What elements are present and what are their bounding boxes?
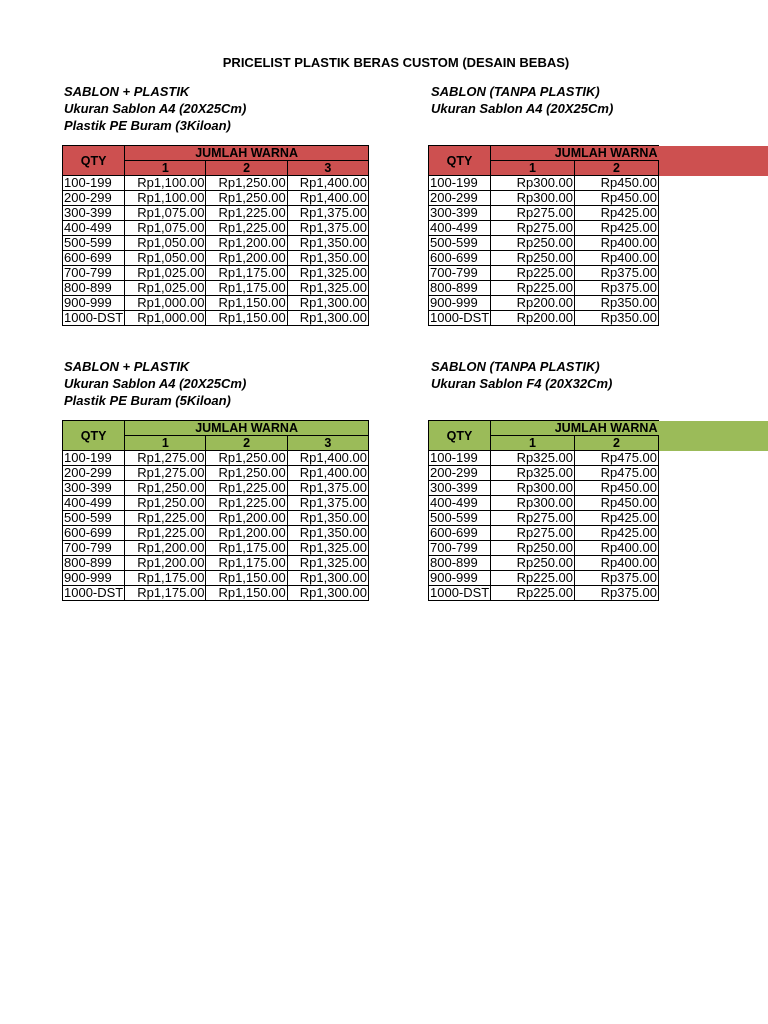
price-cell: Rp1,250.00 xyxy=(125,481,206,496)
column-header: 3 xyxy=(287,436,368,451)
table-body xyxy=(63,451,369,601)
price-cell: Rp1,000.00 xyxy=(125,311,206,326)
column-header: 3 xyxy=(287,161,368,176)
price-cell: Rp1,225.00 xyxy=(125,511,206,526)
price-table xyxy=(62,420,369,601)
table-row xyxy=(429,296,659,311)
table-row xyxy=(429,176,659,191)
qty-header: QTY xyxy=(429,146,491,176)
qty-header: QTY xyxy=(63,421,125,451)
price-cell: Rp1,225.00 xyxy=(125,526,206,541)
qty-cell: 600-699 xyxy=(63,526,125,541)
table-body xyxy=(63,176,369,326)
price-cell: Rp275.00 xyxy=(491,526,575,541)
price-cell: Rp1,325.00 xyxy=(287,556,368,571)
price-cell: Rp425.00 xyxy=(575,221,659,236)
price-cell: Rp1,175.00 xyxy=(125,586,206,601)
price-cell: Rp225.00 xyxy=(491,281,575,296)
price-cell: Rp1,200.00 xyxy=(206,511,287,526)
qty-cell: 100-199 xyxy=(63,451,125,466)
price-cell: Rp375.00 xyxy=(575,281,659,296)
price-cell: Rp1,250.00 xyxy=(125,496,206,511)
table-body xyxy=(429,451,659,601)
qty-cell: 500-599 xyxy=(429,236,491,251)
qty-cell: 200-299 xyxy=(429,191,491,206)
table-row xyxy=(63,496,369,511)
table-row xyxy=(429,481,659,496)
price-cell: Rp1,400.00 xyxy=(287,466,368,481)
price-cell: Rp1,175.00 xyxy=(206,281,287,296)
qty-cell: 500-599 xyxy=(63,511,125,526)
group-header: JUMLAH WARNA xyxy=(491,421,659,436)
qty-cell: 900-999 xyxy=(429,296,491,311)
qty-cell: 300-399 xyxy=(63,481,125,496)
table-row xyxy=(429,236,659,251)
price-table xyxy=(62,145,369,326)
price-cell: Rp475.00 xyxy=(575,451,659,466)
price-cell: Rp1,325.00 xyxy=(287,281,368,296)
price-cell: Rp1,400.00 xyxy=(287,191,368,206)
column-header: 2 xyxy=(206,436,287,451)
price-cell: Rp450.00 xyxy=(575,176,659,191)
qty-cell: 300-399 xyxy=(429,481,491,496)
qty-cell: 200-299 xyxy=(63,191,125,206)
table-row xyxy=(429,496,659,511)
price-cell: Rp1,325.00 xyxy=(287,541,368,556)
price-cell: Rp1,200.00 xyxy=(125,556,206,571)
table-row xyxy=(429,466,659,481)
table-row xyxy=(63,511,369,526)
table-row xyxy=(429,221,659,236)
price-cell: Rp1,300.00 xyxy=(287,296,368,311)
price-cell: Rp1,350.00 xyxy=(287,511,368,526)
qty-cell: 100-199 xyxy=(429,176,491,191)
header-fill xyxy=(657,421,768,451)
price-cell: Rp1,075.00 xyxy=(125,221,206,236)
qty-cell: 700-799 xyxy=(63,266,125,281)
price-cell: Rp1,400.00 xyxy=(287,451,368,466)
price-cell: Rp425.00 xyxy=(575,511,659,526)
column-header: 1 xyxy=(491,436,575,451)
qty-cell: 800-899 xyxy=(63,556,125,571)
price-cell: Rp300.00 xyxy=(491,176,575,191)
price-table xyxy=(428,420,659,601)
price-cell: Rp1,050.00 xyxy=(125,251,206,266)
price-cell: Rp1,275.00 xyxy=(125,466,206,481)
section-line: Ukuran Sablon F4 (20X32Cm) xyxy=(431,376,613,391)
page-title: PRICELIST PLASTIK BERAS CUSTOM (DESAIN BEBAS) xyxy=(222,55,570,70)
table-row xyxy=(429,556,659,571)
price-cell: Rp300.00 xyxy=(491,481,575,496)
price-cell: Rp275.00 xyxy=(491,221,575,236)
price-cell: Rp1,100.00 xyxy=(125,176,206,191)
price-cell: Rp1,300.00 xyxy=(287,586,368,601)
qty-cell: 1000-DST xyxy=(64,585,124,600)
qty-cell: 500-599 xyxy=(429,511,491,526)
table-row xyxy=(63,571,369,586)
price-cell: Rp375.00 xyxy=(575,586,659,601)
price-cell: Rp1,375.00 xyxy=(287,221,368,236)
price-cell: Rp1,225.00 xyxy=(206,206,287,221)
price-cell: Rp1,375.00 xyxy=(287,206,368,221)
section-line: SABLON (TANPA PLASTIK) xyxy=(431,359,600,374)
price-cell: Rp1,000.00 xyxy=(125,296,206,311)
section-header xyxy=(431,358,612,392)
price-cell: Rp250.00 xyxy=(491,556,575,571)
price-cell: Rp1,175.00 xyxy=(206,556,287,571)
section-header xyxy=(431,83,613,117)
column-header: 2 xyxy=(575,161,659,176)
price-cell: Rp1,200.00 xyxy=(206,236,287,251)
column-header: 1 xyxy=(125,436,206,451)
table-row xyxy=(63,541,369,556)
qty-cell: 200-299 xyxy=(63,466,125,481)
qty-cell: 300-399 xyxy=(429,206,491,221)
price-cell: Rp325.00 xyxy=(491,451,575,466)
table-row xyxy=(63,526,369,541)
price-cell: Rp250.00 xyxy=(491,541,575,556)
price-cell: Rp1,350.00 xyxy=(287,251,368,266)
table-row xyxy=(429,451,659,466)
qty-cell: 700-799 xyxy=(63,541,125,556)
section-line: Ukuran Sablon A4 (20X25Cm) xyxy=(64,376,247,391)
price-cell: Rp400.00 xyxy=(575,556,659,571)
table-row xyxy=(63,236,369,251)
price-cell: Rp1,025.00 xyxy=(125,266,206,281)
table-row xyxy=(63,176,369,191)
price-cell: Rp1,325.00 xyxy=(287,266,368,281)
section-line: SABLON (TANPA PLASTIK) xyxy=(431,84,600,99)
table-row xyxy=(63,221,369,236)
price-cell: Rp1,175.00 xyxy=(206,541,287,556)
price-cell: Rp375.00 xyxy=(575,571,659,586)
qty-header: QTY xyxy=(429,421,491,451)
qty-cell: 500-599 xyxy=(63,236,125,251)
price-cell: Rp1,250.00 xyxy=(206,466,287,481)
qty-cell: 200-299 xyxy=(429,466,491,481)
qty-cell: 600-699 xyxy=(429,526,491,541)
price-cell: Rp450.00 xyxy=(575,496,659,511)
price-cell: Rp450.00 xyxy=(575,191,659,206)
table-row xyxy=(63,296,369,311)
table-row xyxy=(63,556,369,571)
header-fill xyxy=(657,146,768,176)
column-header: 1 xyxy=(491,161,575,176)
section-line: Plastik PE Buram (5Kiloan) xyxy=(64,393,231,408)
price-cell: Rp250.00 xyxy=(491,236,575,251)
qty-cell: 900-999 xyxy=(63,571,125,586)
qty-cell: 400-499 xyxy=(63,496,125,511)
price-cell: Rp1,225.00 xyxy=(206,221,287,236)
group-header: JUMLAH WARNA xyxy=(491,146,659,161)
price-cell: Rp1,375.00 xyxy=(287,481,368,496)
table-row xyxy=(63,281,369,296)
price-cell: Rp1,250.00 xyxy=(206,176,287,191)
section-header xyxy=(64,83,246,134)
price-cell: Rp1,275.00 xyxy=(125,451,206,466)
price-cell: Rp1,100.00 xyxy=(125,191,206,206)
price-cell: Rp1,400.00 xyxy=(287,176,368,191)
table-row xyxy=(429,266,659,281)
price-cell: Rp200.00 xyxy=(491,296,575,311)
column-header: 1 xyxy=(125,161,206,176)
column-header: 2 xyxy=(206,161,287,176)
table-row xyxy=(63,451,369,466)
table-row xyxy=(429,541,659,556)
price-cell: Rp1,350.00 xyxy=(287,236,368,251)
price-cell: Rp325.00 xyxy=(491,466,575,481)
price-cell: Rp1,350.00 xyxy=(287,526,368,541)
price-cell: Rp1,075.00 xyxy=(125,206,206,221)
price-cell: Rp425.00 xyxy=(575,526,659,541)
section-line: Plastik PE Buram (3Kiloan) xyxy=(64,118,231,133)
section-line: Ukuran Sablon A4 (20X25Cm) xyxy=(64,101,247,116)
qty-cell: 800-899 xyxy=(429,281,491,296)
table-row xyxy=(429,206,659,221)
price-cell: Rp1,150.00 xyxy=(206,311,287,326)
qty-cell: 400-499 xyxy=(429,496,491,511)
qty-cell: 1000-DST xyxy=(64,310,124,325)
price-cell: Rp1,375.00 xyxy=(287,496,368,511)
table-row xyxy=(429,281,659,296)
price-cell: Rp300.00 xyxy=(491,496,575,511)
price-cell: Rp1,250.00 xyxy=(206,451,287,466)
price-table xyxy=(428,145,659,326)
price-cell: Rp1,050.00 xyxy=(125,236,206,251)
price-cell: Rp350.00 xyxy=(575,311,659,326)
price-cell: Rp400.00 xyxy=(575,236,659,251)
price-cell: Rp275.00 xyxy=(491,206,575,221)
price-cell: Rp1,150.00 xyxy=(206,296,287,311)
price-cell: Rp1,200.00 xyxy=(206,526,287,541)
qty-cell: 1000-DST xyxy=(430,585,490,600)
group-header: JUMLAH WARNA xyxy=(125,146,369,161)
price-cell: Rp1,300.00 xyxy=(287,311,368,326)
price-cell: Rp1,250.00 xyxy=(206,191,287,206)
table-row xyxy=(63,251,369,266)
price-cell: Rp1,150.00 xyxy=(206,571,287,586)
table-row xyxy=(429,571,659,586)
price-cell: Rp200.00 xyxy=(491,311,575,326)
table-row xyxy=(63,466,369,481)
price-cell: Rp1,225.00 xyxy=(206,481,287,496)
qty-cell: 400-499 xyxy=(429,221,491,236)
price-cell: Rp1,175.00 xyxy=(206,266,287,281)
qty-cell: 900-999 xyxy=(429,571,491,586)
column-header: 2 xyxy=(575,436,659,451)
group-header: JUMLAH WARNA xyxy=(125,421,369,436)
price-cell: Rp475.00 xyxy=(575,466,659,481)
table-row xyxy=(63,266,369,281)
table-row xyxy=(429,511,659,526)
price-cell: Rp1,300.00 xyxy=(287,571,368,586)
price-cell: Rp450.00 xyxy=(575,481,659,496)
section-line: SABLON + PLASTIK xyxy=(64,84,190,99)
table-row xyxy=(429,526,659,541)
price-cell: Rp425.00 xyxy=(575,206,659,221)
price-cell: Rp400.00 xyxy=(575,541,659,556)
qty-cell: 1000-DST xyxy=(430,310,490,325)
table-row xyxy=(63,191,369,206)
section-header xyxy=(64,358,246,409)
price-cell: Rp1,025.00 xyxy=(125,281,206,296)
qty-cell: 600-699 xyxy=(429,251,491,266)
table-row xyxy=(63,481,369,496)
qty-cell: 700-799 xyxy=(429,541,491,556)
price-cell: Rp400.00 xyxy=(575,251,659,266)
price-cell: Rp250.00 xyxy=(491,251,575,266)
price-cell: Rp1,150.00 xyxy=(206,586,287,601)
price-cell: Rp350.00 xyxy=(575,296,659,311)
price-cell: Rp375.00 xyxy=(575,266,659,281)
price-cell: Rp1,200.00 xyxy=(125,541,206,556)
price-cell: Rp225.00 xyxy=(491,266,575,281)
table-row xyxy=(429,251,659,266)
price-cell: Rp1,225.00 xyxy=(206,496,287,511)
qty-cell: 800-899 xyxy=(429,556,491,571)
price-cell: Rp300.00 xyxy=(491,191,575,206)
table-row xyxy=(63,206,369,221)
qty-cell: 900-999 xyxy=(63,296,125,311)
qty-cell: 600-699 xyxy=(63,251,125,266)
qty-cell: 100-199 xyxy=(63,176,125,191)
price-cell: Rp275.00 xyxy=(491,511,575,526)
table-row xyxy=(63,311,369,326)
qty-cell: 800-899 xyxy=(63,281,125,296)
section-line: Ukuran Sablon A4 (20X25Cm) xyxy=(431,101,614,116)
qty-header: QTY xyxy=(63,146,125,176)
qty-cell: 400-499 xyxy=(63,221,125,236)
price-cell: Rp225.00 xyxy=(491,586,575,601)
table-row xyxy=(429,586,659,601)
table-row xyxy=(63,586,369,601)
price-cell: Rp225.00 xyxy=(491,571,575,586)
table-body xyxy=(429,176,659,326)
qty-cell: 100-199 xyxy=(429,451,491,466)
table-row xyxy=(429,311,659,326)
qty-cell: 700-799 xyxy=(429,266,491,281)
qty-cell: 300-399 xyxy=(63,206,125,221)
table-row xyxy=(429,191,659,206)
price-cell: Rp1,200.00 xyxy=(206,251,287,266)
price-cell: Rp1,175.00 xyxy=(125,571,206,586)
section-line: SABLON + PLASTIK xyxy=(64,359,190,374)
